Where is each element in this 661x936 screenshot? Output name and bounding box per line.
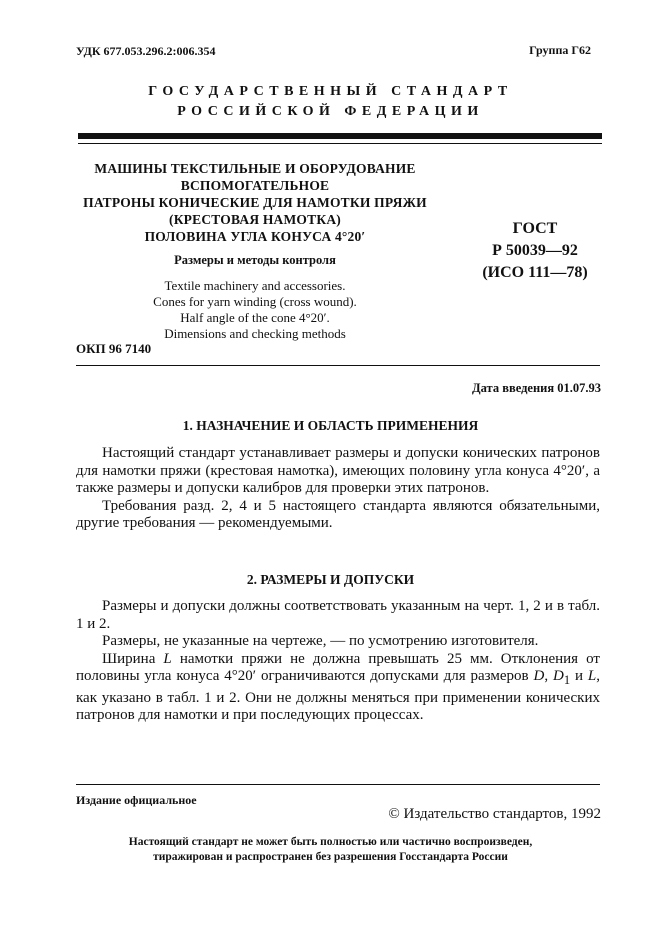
paragraph xyxy=(76,651,600,725)
text-run: и xyxy=(570,668,588,684)
title-subtitle: Размеры и методы контроля xyxy=(174,253,336,267)
official-edition-label: Издание официальное xyxy=(76,793,197,807)
title-line: ВСПОМОГАТЕЛЬНОЕ xyxy=(180,178,330,193)
title-line: (КРЕСТОВАЯ НАМОТКА) xyxy=(169,212,341,227)
symbol-L: L xyxy=(163,650,172,667)
english-title-line: Dimensions and checking methods xyxy=(164,326,346,341)
english-title xyxy=(60,278,450,342)
title-line: ПОЛОВИНА УГЛА КОНУСА 4°20′ xyxy=(144,229,366,244)
header-thick-rule xyxy=(78,133,602,139)
symbol-L: L xyxy=(587,668,597,684)
paragraph: Размеры и допуски должны соответствовать указанным на черт. 1, 2 и в табл. 1 и 2. xyxy=(76,598,600,632)
text-run: Ширина xyxy=(102,650,164,667)
section-2-heading: 2. РАЗМЕРЫ И ДОПУСКИ xyxy=(246,572,415,587)
title-line: МАШИНЫ ТЕКСТИЛЬНЫЕ И ОБОРУДОВАНИЕ xyxy=(94,161,416,176)
document-title-block xyxy=(60,160,450,342)
section-1-heading: 1. НАЗНАЧЕНИЕ И ОБЛАСТЬ ПРИМЕНЕНИЯ xyxy=(182,418,479,433)
russian-federation-title: РОССИЙСКОЙ ФЕДЕРАЦИИ xyxy=(177,104,484,119)
gost-number: Р 50039—92 xyxy=(492,242,578,259)
iso-number: (ИСО 111—78) xyxy=(482,264,588,281)
text-run: намотки пряжи не должна превышать 25 мм. Отклонения от половины угла конуса 4°20′ ограничиваются допусками для размеров xyxy=(76,650,600,684)
paragraph: Настоящий стандарт устанавливает размеры и допуски конических патронов для намотки пряжи (крестовая намотка), имеющих половину угла конуса 4°20′, а также размеры и допуски калибров для проверки этих патронов. xyxy=(76,445,600,496)
udk-code: УДК 677.053.296.2:006.354 xyxy=(76,44,216,58)
introduction-date: Дата введения 01.07.93 xyxy=(472,381,601,395)
reproduction-notice-line: Настоящий стандарт не может быть полностью или частично воспроизведен, xyxy=(128,836,533,848)
group-code: Группа Г62 xyxy=(529,43,591,57)
reproduction-notice-line: тиражирован и распространен без разрешения Госстандарта России xyxy=(153,851,508,863)
header-thin-rule xyxy=(78,143,602,144)
okp-rule xyxy=(76,365,600,366)
section-1-body xyxy=(76,445,600,533)
symbol-D: D xyxy=(533,668,545,684)
paragraph: Требования разд. 2, 4 и 5 настоящего стандарта являются обязательными, другие требования — рекомендуемыми. xyxy=(76,497,600,531)
state-standard-title: ГОСУДАРСТВЕННЫЙ СТАНДАРТ xyxy=(148,84,513,99)
english-title-line: Textile machinery and accessories. xyxy=(164,278,346,293)
gost-designation xyxy=(455,218,615,284)
okp-code: ОКП 96 7140 xyxy=(76,341,152,356)
text-run: , xyxy=(544,668,553,684)
text-run: , как указано в табл. 1 и 2. Они не должны меняться при применении конических патронов для намотки и при последующих процессах. xyxy=(76,668,601,723)
subscript-1: 1 xyxy=(563,673,571,687)
symbol-D1: D xyxy=(553,668,564,684)
copyright-notice: © Издательство стандартов, 1992 xyxy=(388,806,601,822)
english-title-line: Half angle of the cone 4°20′. xyxy=(180,310,330,325)
gost-label: ГОСТ xyxy=(512,220,558,237)
english-title-line: Cones for yarn winding (cross wound). xyxy=(153,294,357,309)
footer-rule xyxy=(76,784,600,785)
paragraph: Размеры, не указанные на чертеже, — по усмотрению изготовителя. xyxy=(102,633,539,649)
section-2-body xyxy=(76,598,600,725)
title-line: ПАТРОНЫ КОНИЧЕСКИЕ ДЛЯ НАМОТКИ ПРЯЖИ xyxy=(83,195,427,210)
